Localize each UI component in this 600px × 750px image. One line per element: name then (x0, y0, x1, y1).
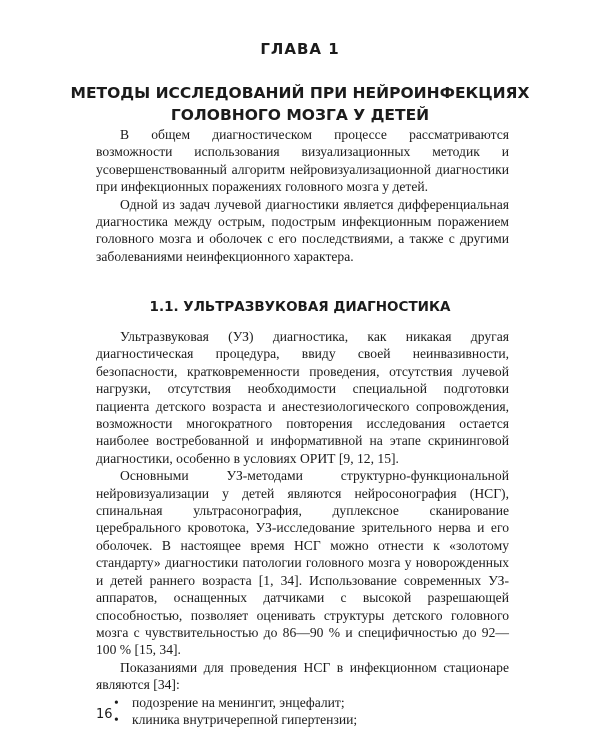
section-body (96, 328, 509, 728)
chapter-title (60, 82, 540, 126)
chapter-title-line: ГОЛОВНОГО МОЗГА У ДЕТЕЙ (170, 106, 430, 124)
chapter-title-line: МЕТОДЫ ИССЛЕДОВАНИЙ ПРИ НЕЙРОИНФЕКЦИЯХ (70, 84, 530, 102)
chapter-label: ГЛАВА 1 (260, 40, 340, 58)
section-paragraph: Показаниями для проведения НСГ в инфекционном стационаре являются [34]: (96, 659, 509, 693)
section-paragraph: Основными УЗ-методами структурно-функциональной нейровизуализации у детей являются нейросонография (НСГ), спинальная ультрасонография, дуплексное сканирование церебрального кровотока, УЗ-исследование зрительного нерва и его оболочек. В настоящее время НСГ можно отнести к «золотому стандарту» диагностики патологии головного мозга у новорожденных и детей раннего возраста [1, 34]. Использование современных УЗ-аппаратов, оснащенных датчиками с высокой разрешающей способностью, позволяет оценивать структуры детского головного мозга с чувствительностью до 86—90 % и специфичностью до 92—100 % [15, 34]. (96, 468, 509, 658)
list-item: • клиника внутричерепной гипертензии; (96, 711, 509, 728)
section-paragraph: Ультразвуковая (УЗ) диагностика, как никакая другая диагностическая процедура, ввиду своей неинвазивности, безопасности, кратковременности проведения, отсутствия лучевой нагрузки, отсутствия необходимости специальной подготовки пациента детского возраста и анестезиологического сопровождения, возможности многократного повторения исследования остается наиболее востребованной и информативной на этапе скрининговой диагностики, особенно в условиях ОРИТ [9, 12, 15]. (96, 329, 509, 466)
intro-paragraph: Одной из задач лучевой диагностики является дифференциальная диагностика между острым, подострым инфекционным поражением головного мозга и оболочек с его последствиями, а также с другими заболеваниями неинфекционного характера. (96, 196, 509, 264)
page-number: 16 (96, 707, 113, 722)
indications-list (96, 694, 509, 729)
list-item: • подозрение на менингит, энцефалит; (96, 694, 509, 711)
section-heading: 1.1. УЛЬТРАЗВУКОВАЯ ДИАГНОСТИКА (149, 299, 451, 315)
intro-paragraph: В общем диагностическом процессе рассматриваются возможности использования визуализационных методик и усовершенствованный алгоритм нейровизуализационной диагностики при инфекционных поражениях головного мозга у детей. (96, 127, 509, 195)
intro-text (96, 126, 509, 265)
